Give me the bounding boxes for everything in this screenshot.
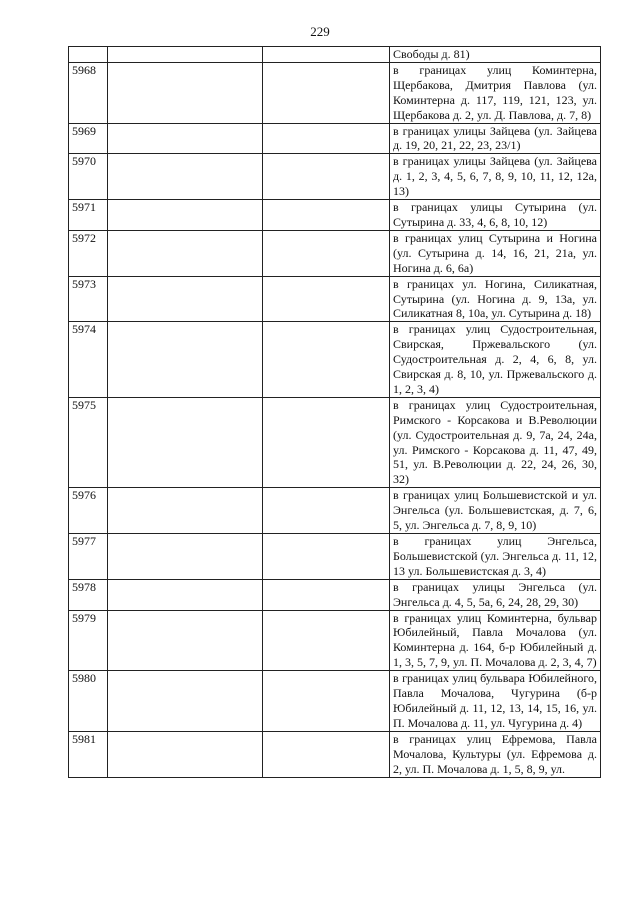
row-number: 5978 (69, 579, 108, 610)
table-row (69, 534, 601, 580)
table-row (69, 610, 601, 671)
empty-cell (263, 123, 390, 154)
empty-cell (108, 230, 263, 276)
table-row (69, 47, 601, 63)
empty-cell (108, 671, 263, 732)
empty-cell (108, 276, 263, 322)
row-number: 5968 (69, 62, 108, 123)
empty-cell (263, 276, 390, 322)
row-description: в границах улиц Коминтерна, Щербакова, Дмитрия Павлова (ул. Коминтерна д. 117, 119, 121, 123, ул. Щербакова д. 2, ул. Д. Павлова, д. 7, 8) (390, 62, 601, 123)
empty-cell (263, 322, 390, 398)
row-number: 5970 (69, 154, 108, 200)
row-number: 5974 (69, 322, 108, 398)
empty-cell (263, 62, 390, 123)
row-description: в границах улиц Судостроительная, Свирская, Пржевальского (ул. Судостроительная д. 2, 4, 6, 8, ул. Свирская д. 8, 10, ул. Пржевальского д. 1, 2, 3, 4) (390, 322, 601, 398)
table-row (69, 230, 601, 276)
table-row (69, 276, 601, 322)
empty-cell (263, 47, 390, 63)
empty-cell (108, 62, 263, 123)
row-description: в границах улиц Сутырина и Ногина (ул. Сутырина д. 14, 16, 21, 21а, ул. Ногина д. 6, 6а) (390, 230, 601, 276)
empty-cell (263, 200, 390, 231)
row-number: 5980 (69, 671, 108, 732)
empty-cell (108, 731, 263, 777)
table-row (69, 397, 601, 487)
row-number: 5981 (69, 731, 108, 777)
row-description: в границах улиц Большевистской и ул. Энгельса (ул. Большевистская, д. 7, 6, 5, ул. Энгельса д. 7, 8, 9, 10) (390, 488, 601, 534)
row-number: 5973 (69, 276, 108, 322)
empty-cell (108, 534, 263, 580)
row-number (69, 47, 108, 63)
row-description: Свободы д. 81) (390, 47, 601, 63)
row-number: 5977 (69, 534, 108, 580)
row-description: в границах улиц Коминтерна, бульвар Юбилейный, Павла Мочалова (ул. Коминтерна д. 164, б-р Юбилейный д. 1, 3, 5, 7, 9, ул. П. Мочалова д. 2, 3, 4, 7) (390, 610, 601, 671)
row-number: 5969 (69, 123, 108, 154)
table-row (69, 322, 601, 398)
empty-cell (108, 488, 263, 534)
table-row (69, 154, 601, 200)
table-row (69, 488, 601, 534)
row-number: 5971 (69, 200, 108, 231)
empty-cell (108, 154, 263, 200)
row-number: 5976 (69, 488, 108, 534)
empty-cell (108, 322, 263, 398)
table-body (69, 47, 601, 778)
empty-cell (263, 154, 390, 200)
page-number: 229 (310, 24, 330, 39)
row-number: 5979 (69, 610, 108, 671)
row-description: в границах улицы Энгельса (ул. Энгельса д. 4, 5, 5а, 6, 24, 28, 29, 30) (390, 579, 601, 610)
empty-cell (263, 488, 390, 534)
empty-cell (263, 610, 390, 671)
row-description: в границах улиц Судостроительная, Римского - Корсакова и В.Революции (ул. Судостроительная д. 9, 7а, 24, 24а, ул. Римского - Корсакова д. 11, 47, 49, 51, ул. В.Революции д. 22, 24, 26, 30, 32) (390, 397, 601, 487)
empty-cell (263, 397, 390, 487)
table-row (69, 200, 601, 231)
table-row (69, 62, 601, 123)
empty-cell (263, 731, 390, 777)
table-row (69, 731, 601, 777)
empty-cell (108, 610, 263, 671)
row-description: в границах ул. Ногина, Силикатная, Сутырина (ул. Ногина д. 9, 13а, ул. Силикатная 8, 10а, ул. Сутырина д. 18) (390, 276, 601, 322)
table-row (69, 671, 601, 732)
empty-cell (263, 230, 390, 276)
empty-cell (108, 47, 263, 63)
empty-cell (108, 200, 263, 231)
table-row (69, 579, 601, 610)
row-description: в границах улицы Сутырина (ул. Сутырина д. 33, 4, 6, 8, 10, 12) (390, 200, 601, 231)
empty-cell (263, 671, 390, 732)
row-description: в границах улиц бульвара Юбилейного, Павла Мочалова, Чугурина (б-р Юбилейный д. 11, 12, 13, 14, 15, 16, ул. П. Мочалова д. 11, ул. Чугурина д. 4) (390, 671, 601, 732)
row-description: в границах улицы Зайцева (ул. Зайцева д. 19, 20, 21, 22, 23, 23/1) (390, 123, 601, 154)
row-number: 5975 (69, 397, 108, 487)
address-table (68, 46, 601, 778)
empty-cell (108, 123, 263, 154)
empty-cell (263, 534, 390, 580)
empty-cell (263, 579, 390, 610)
empty-cell (108, 397, 263, 487)
row-description: в границах улицы Зайцева (ул. Зайцева д. 1, 2, 3, 4, 5, 6, 7, 8, 9, 10, 11, 12, 12а, 13) (390, 154, 601, 200)
row-number: 5972 (69, 230, 108, 276)
row-description: в границах улиц Энгельса, Большевистской (ул. Энгельса д. 11, 12, 13 ул. Большевистская д. 3, 4) (390, 534, 601, 580)
empty-cell (108, 579, 263, 610)
table-row (69, 123, 601, 154)
row-description: в границах улиц Ефремова, Павла Мочалова, Культуры (ул. Ефремова д. 2, ул. П. Мочалова д. 1, 5, 8, 9, ул. (390, 731, 601, 777)
